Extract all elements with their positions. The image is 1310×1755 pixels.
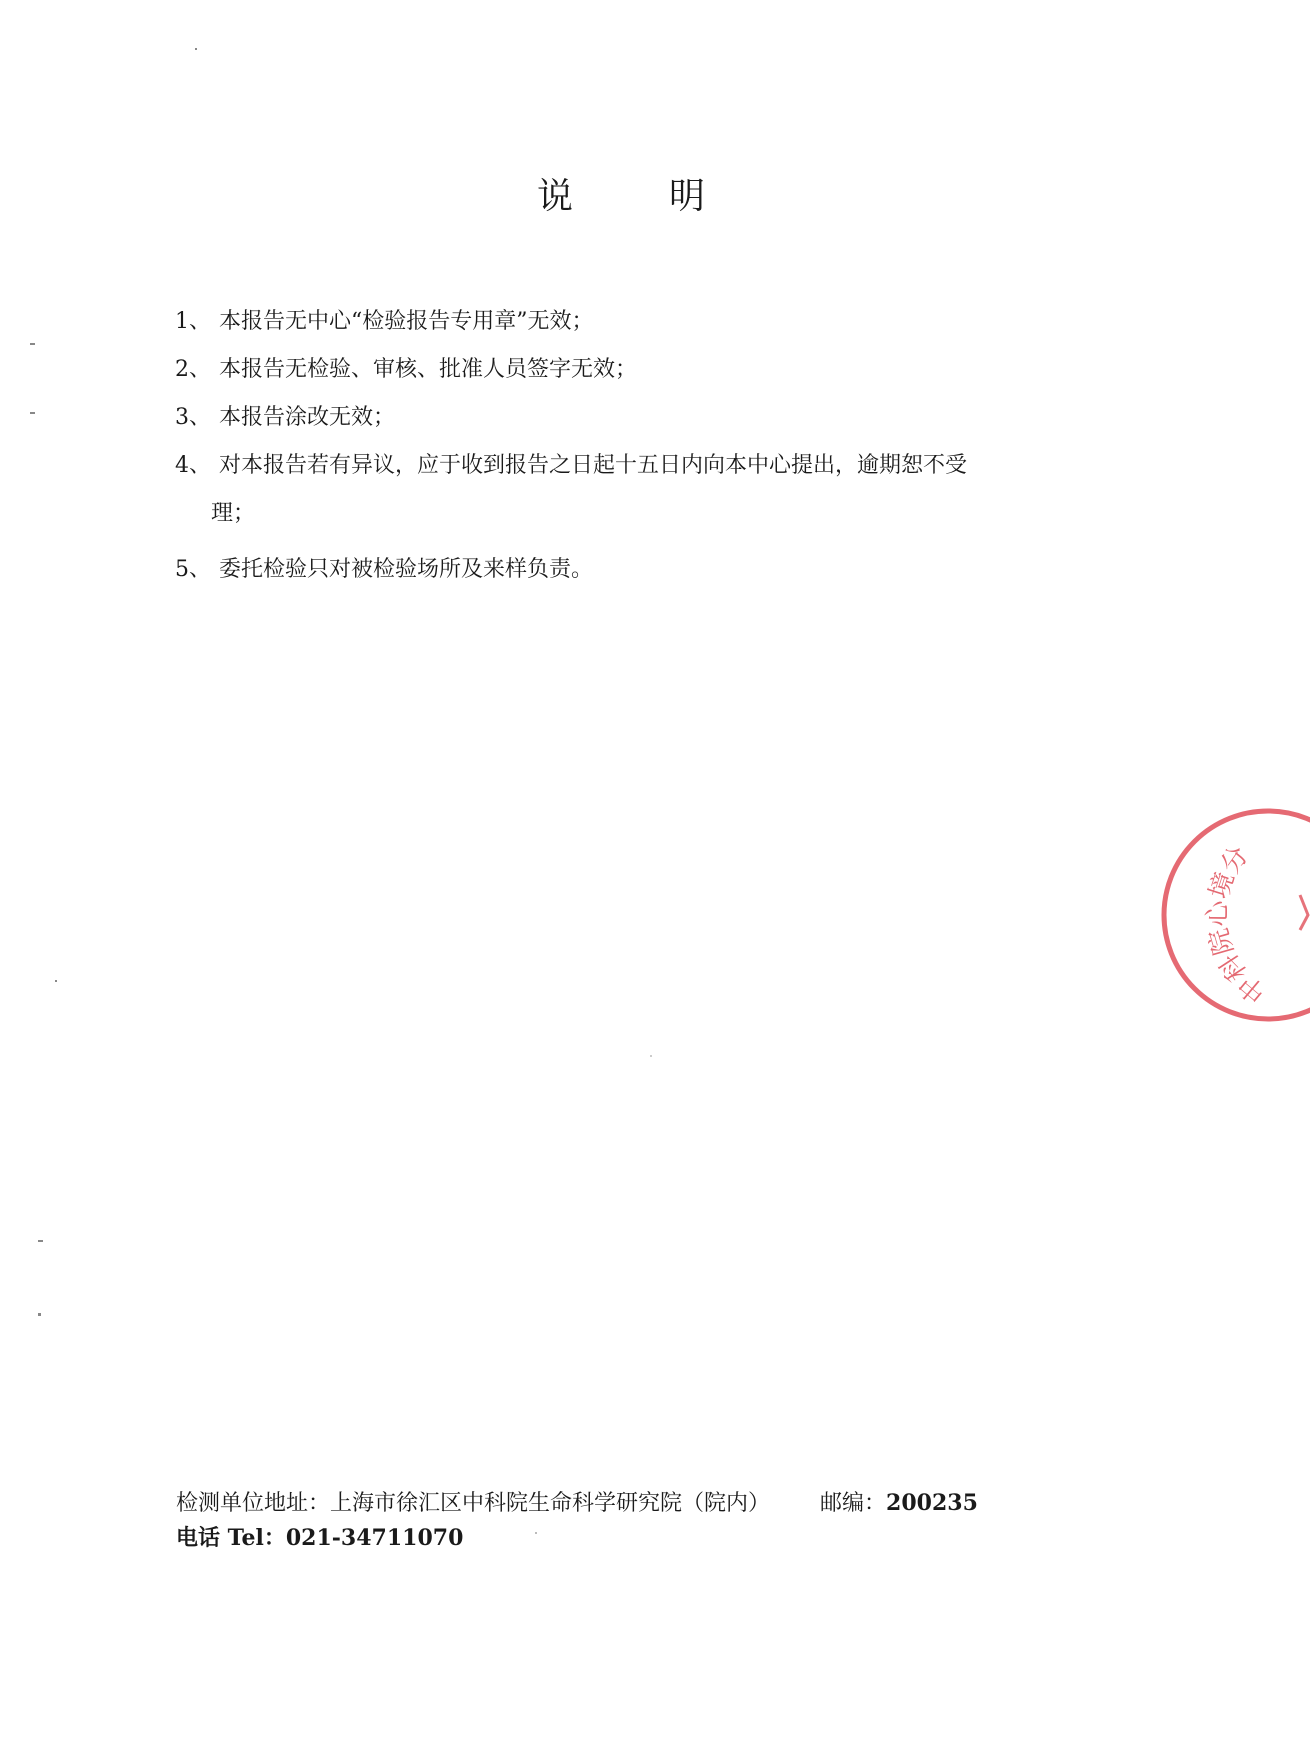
note-item	[175, 346, 1075, 394]
postal-label: 邮编：	[820, 1491, 887, 1516]
note-number: 4、	[175, 453, 211, 478]
scan-speck	[535, 1532, 537, 1534]
note-item	[175, 442, 1075, 538]
footer-phone-row	[176, 1521, 978, 1556]
title-char-1: 说	[536, 176, 573, 217]
official-seal-stamp	[1150, 800, 1310, 1030]
note-item	[175, 546, 1075, 594]
scan-speck	[30, 412, 35, 414]
scan-speck	[55, 980, 57, 982]
note-item	[175, 394, 1075, 442]
phone-value: 021-34711070	[285, 1525, 464, 1551]
note-text: 委托检验只对被检验场所及来样负责。	[219, 557, 594, 582]
seal-star-fragment	[1300, 895, 1308, 930]
scan-speck	[38, 1313, 41, 1316]
seal-text-path: 中科院心境分	[1202, 840, 1272, 1009]
seal-text	[1203, 841, 1272, 1008]
note-number: 1、	[175, 309, 211, 334]
note-text: 本报告无检验、审核、批准人员签字无效；	[219, 357, 638, 382]
note-number: 2、	[175, 357, 211, 382]
note-number: 5、	[175, 557, 211, 582]
scan-speck	[30, 343, 35, 345]
title-char-2: 明	[669, 176, 706, 217]
note-continuation: 理；	[211, 501, 256, 526]
address-label: 检测单位地址：	[176, 1491, 331, 1516]
note-text: 本报告涂改无效；	[219, 405, 396, 430]
scan-speck	[195, 48, 197, 50]
scan-speck	[38, 1240, 43, 1242]
phone-label: 电话 Tel：	[176, 1525, 286, 1551]
note-text: 对本报告若有异议，应于收到报告之日起十五日内向本中心提出，逾期恕不受	[219, 453, 968, 478]
note-number: 3、	[175, 405, 211, 430]
footer-contact	[176, 1486, 978, 1556]
address-value: 上海市徐汇区中科院生命科学研究院（院内）	[330, 1491, 771, 1516]
scan-speck	[650, 1055, 652, 1057]
note-item	[175, 298, 1075, 346]
notes-list	[175, 298, 1075, 594]
page-title	[0, 168, 1242, 219]
footer-address-row	[176, 1486, 978, 1521]
note-text: 本报告无中心“检验报告专用章”无效；	[219, 309, 594, 334]
postal-code: 200235	[886, 1490, 978, 1516]
